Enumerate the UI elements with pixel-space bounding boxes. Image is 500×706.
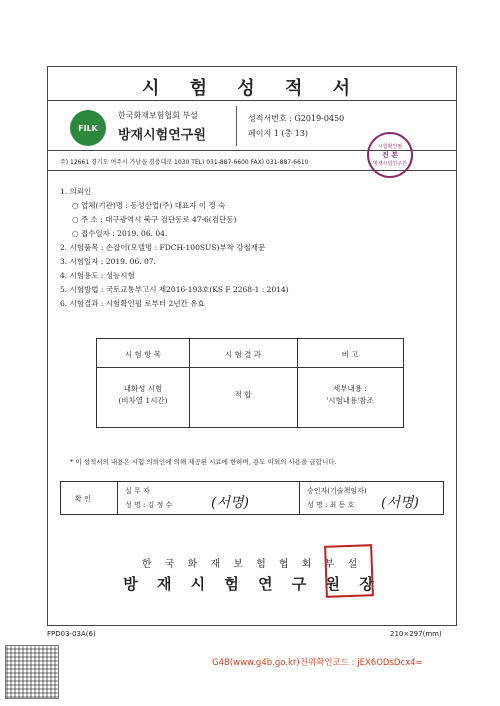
certificate-number: 성적서번호 : G2019-0450: [248, 114, 345, 123]
approver-name: 성 명 : 최 동 호: [307, 501, 355, 509]
confirmation-label: 확 인: [75, 495, 91, 503]
header-separator: [236, 106, 237, 146]
stamp-middle: 진 본: [382, 151, 398, 159]
table-header: 시 험 결 과: [224, 350, 262, 359]
worker-signature: (서명): [211, 495, 249, 511]
verification-code: G4B(www.g4b.go.kr)진위확인코드 : jEX6ODsDcx4=: [212, 658, 423, 668]
client-heading: 1. 의뢰인: [60, 187, 92, 196]
stamp-bottom: 방재시험연구원: [373, 161, 407, 167]
table-cell-result: 적 합: [234, 390, 252, 399]
test-method: 5. 시험방법 : 국토교통부고시 제2016-193호(KS F 2268-1 : 2014): [60, 285, 289, 294]
client-received: ○ 접수일자 : 2019. 06. 04.: [72, 229, 168, 238]
table-cell-item: 내화성 시험: [123, 384, 163, 393]
table-cell-item-sub: (비차열 1시간): [118, 396, 168, 405]
paper-size: 210×297(mm): [390, 630, 442, 638]
approver-signature: (서명): [381, 495, 419, 511]
stamp-top: 시험확인필: [377, 144, 403, 150]
org-name: 방재시험연구원: [118, 128, 206, 143]
table-header-divider: [97, 367, 403, 368]
test-date: 3. 시험일자 : 2019. 06. 07.: [60, 257, 156, 266]
filk-logo: FILK: [70, 110, 106, 146]
table-header: 비 고: [341, 350, 359, 359]
org-address: 주) 12661 경기도 여주시 가남읍 경충대로 1030 TEL) 031-887-6600 FAX) 031-887-6610: [60, 159, 309, 166]
client-company: ○ 업체(기관)명 : 동성산업(주) 대표자 이 정 숙: [72, 201, 226, 210]
sig-divider: [117, 482, 118, 514]
document-title: 시 험 성 적 서: [141, 78, 362, 99]
official-seal: [324, 544, 374, 598]
table-header: 시 험 항 목: [124, 350, 162, 359]
usage-notice: * 이 성적서의 내용은 시험 의뢰인에 의해 제공된 시료에 한하며, 용도 이외의 사용을 금합니다.: [70, 458, 337, 466]
table-cell-note-sub: '시험내용'참조: [326, 396, 374, 405]
footer-org: 한 국 화 재 보 험 협 회 부 설: [141, 559, 363, 570]
client-address: ○ 주 소 : 대구광역시 북구 검단동로 47-6(검단동): [72, 215, 237, 224]
test-result: 6. 시험결과 : 시험확인필 로부터 2년간 유효: [60, 299, 205, 308]
worker-role: 실 무 자: [125, 487, 150, 495]
org-parent: 한국화재보험협회 부설: [118, 111, 198, 120]
confirmation-box: [60, 481, 444, 515]
footer-director: 방 재 시 험 연 구 원 장: [123, 575, 381, 593]
test-purpose: 4. 시험용도 : 성능시험: [60, 271, 135, 280]
form-code: FPD03-03A(6): [47, 630, 96, 638]
header-divider: [47, 100, 457, 101]
approver-role: 승인자(기술책임자): [307, 487, 367, 495]
worker-name: 성 명 : 김 정 수: [125, 501, 173, 509]
test-item: 2. 시험품목 : 손잡이(모델명 : FDCH-100SUS)부착 강철재문: [60, 243, 266, 252]
sig-divider: [299, 482, 300, 514]
authenticity-stamp: [367, 132, 413, 178]
qr-code: [5, 645, 59, 699]
page-info: 페이지 1 (총 13): [248, 129, 309, 138]
table-cell-note: 세부내용 :: [333, 384, 367, 393]
result-table: [96, 338, 404, 428]
